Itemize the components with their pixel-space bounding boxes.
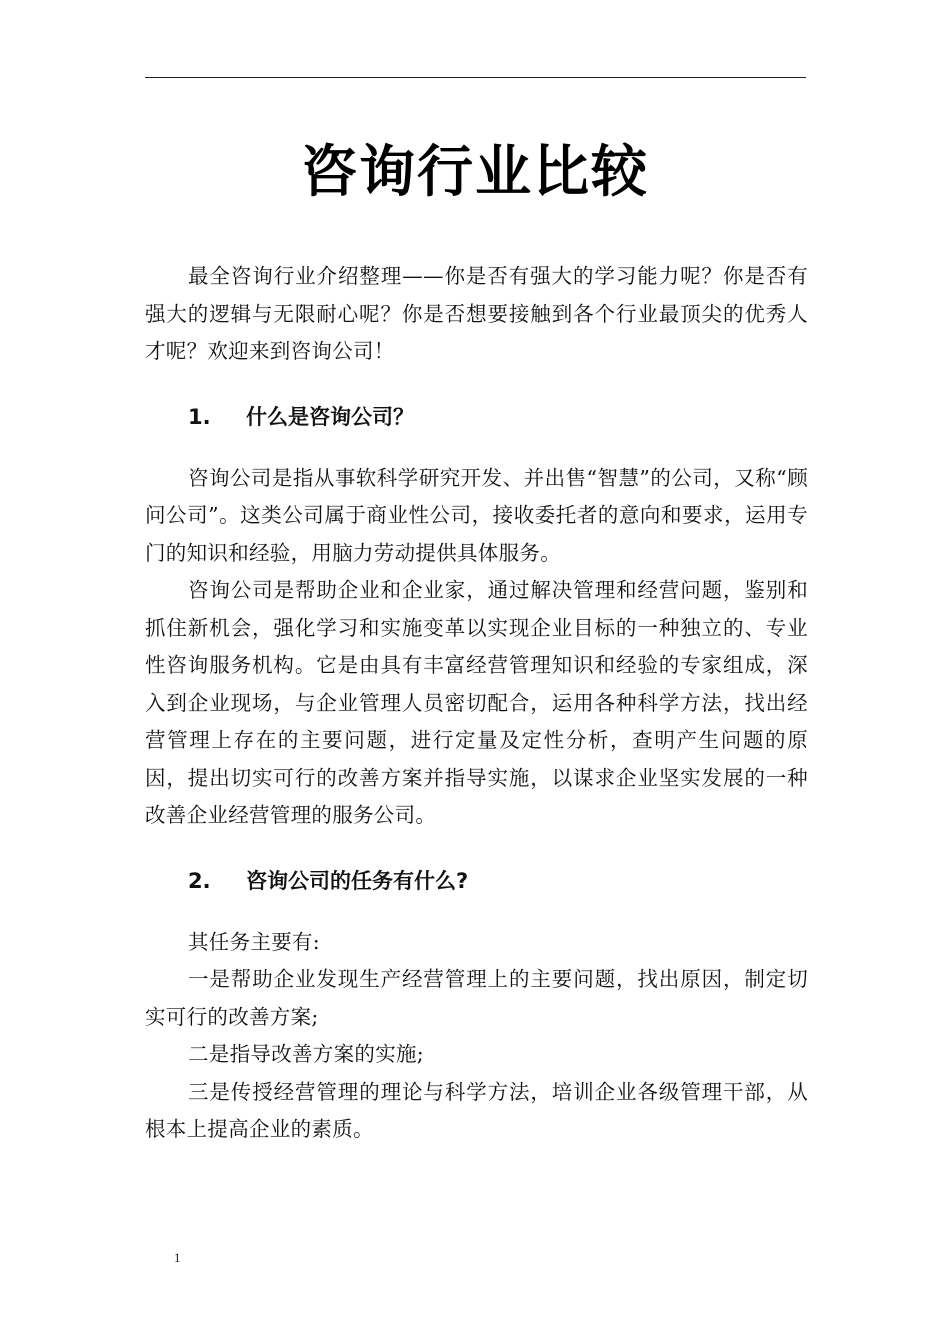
section-2-paragraph-2: 一是帮助企业发现生产经营管理上的主要问题，找出原因，制定切实可行的改善方案;	[145, 967, 808, 1029]
document-title: 咨询行业比较	[301, 140, 649, 205]
section-2-heading	[145, 862, 808, 900]
page-number: 1	[174, 1250, 181, 1265]
header-rule	[145, 77, 806, 78]
document-body	[145, 258, 808, 1149]
section-1-paragraph-1: 咨询公司是指从事软科学研究开发、并出售“智慧”的公司，又称“顾问公司”。这类公司属于商业性公司，接收委托者的意向和要求，运用专门的知识和经验，用脑力劳动提供具体服务。	[145, 465, 808, 565]
section-1-number: 1.	[188, 404, 211, 429]
section-2-paragraph-4: 三是传授经营管理的理论与科学方法，培训企业各级管理干部，从根本上提高企业的素质。	[145, 1079, 808, 1141]
intro-paragraph: 最全咨询行业介绍整理——你是否有强大的学习能力呢？你是否有强大的逻辑与无限耐心呢？你是否想要接触到各个行业最顶尖的优秀人才呢？欢迎来到咨询公司！	[145, 264, 808, 363]
section-2-paragraph-1: 其任务主要有:	[188, 929, 321, 954]
section-2-number: 2.	[188, 868, 211, 893]
section-1-title: 什么是咨询公司？	[246, 404, 414, 429]
section-1-heading	[145, 398, 808, 436]
section-1-paragraph-2: 咨询公司是帮助企业和企业家，通过解决管理和经营问题，鉴别和抓住新机会，强化学习和实施变革以实现企业目标的一种独立的、专业性咨询服务机构。它是由具有丰富经营管理知识和经验的专家组成，深入到企业现场，与企业管理人员密切配合，运用各种科学方法，找出经营管理上存在的主要问题，进行定量及定性分析，查明产生问题的原因，提出切实可行的改善方案并指导实施，以谋求企业坚实发展的一种改善企业经营管理的服务公司。	[145, 578, 808, 827]
section-2-paragraph-3: 二是指导改善方案的实施;	[188, 1042, 425, 1066]
section-2-title: 咨询公司的任务有什么?	[246, 868, 469, 893]
